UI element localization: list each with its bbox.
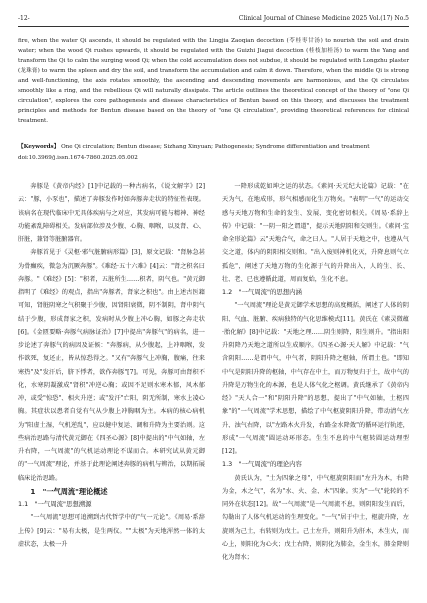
paragraph: "一气周流"思想可追溯到古代哲学中的"气一元论"。《周易·系辞上传》[9]云："易有太极，是生两仪。""太极"为天地浑然一体的太虚状态，太极一升 (18, 514, 205, 548)
page-number: -12- (18, 15, 30, 22)
section-heading: 1 "一气周流"理论概述 (30, 486, 108, 496)
paragraph: 奔豚首见于《灵枢·邪气脏腑病形篇》[3]，原文记载："肾脉急甚为骨癫疾，微急为沉厥奔豚"。《难经·五十六难》[4]云："肾之积名曰奔豚。"《难经》[5]："积者，五脏所生……积者，阴气也。"黄元御指明了《难经》的观点，指出"奔豚者，肾家之积也"。由上述古医籍可知，肾脏阴寒之气积聚于少腹，因肾阳衰微，阴不制阴，肾中阴气结于少腹，形成肾家之积，发病时从少腹上冲心胸，如豚之奔走状[6]。《金匮要略·奔豚气病脉证治》[7]中提出"奔豚气"的病名，进一步论述了奔豚气的病因及证候："奔豚病，从少腹起，上冲咽喉，发作欲死，复还止，皆从惊恐得之。"又有"奔豚气上冲胸，腹痛，往来寒热"及"发汗后，脐下悸者，欲作奔豚"[7]。可见，奔豚可由肾积不化，水寒阴凝激成"肾积"冲逆心胸；或因不足则水寒木郁，风木郁冲，或受"惊恐"、相火升逆；或"发汗"亡阳，阴无所制，寒水上凌心胸。其症状以患者自觉有气从少腹上冲胸咽为主。本病的核心病机为"阳虚土湿，气机逆乱"，应以健中复运、调和升降为主要治则。这些病治思路与清代黄元御在《四圣心源》[8]中提出的"中气如轴，左升右降，一气周流"的气机运动理论不谋而合。本研究试从黄元御的"一气周流"理论，并基于此理论阐述奔豚的病机与辨治，以期拓展临床论治思路。 (18, 249, 205, 482)
page-header (18, 14, 409, 27)
paragraph: "一气周流"理论是黄元御学术思想的高度概括，阐述了人体的阴阳、气血、脏腑、疾病独特的气化思维模式[11]。黄氏在《素灵微蕴·胎化解》[8]中记载："天地之理……阴生则降，阳生则升。"指出阳升阴降乃天地之道所以生成顺序。《四圣心源·天人解》中记载："气含阴阳……是谓中气，中气者，阴阳升降之枢轴，所谓土也。"即知中气是阴阳升降的枢轴，中气存在中土，而万物复归于土，故中气的升降是万物生化的本源，也是人体气化之枢调。黄氏继承了《黄帝内经》"天人合一"和"阴阳升降"的思想，提出了"中气如轴，土枢四象"的"一气周流"学术思想，描绘了中气枢旋阴阳升降，带动清气左升、浊气右降，以"左路木火升发，右路金水降敛"的循环运行轨迹，形成"一气周流"圆运动环形态。生生不息的中气枢转圆运动理型[12]。 (222, 302, 409, 455)
subsection-heading: 1.2 "一气周流"的思想内涵 (222, 288, 302, 296)
paragraph: 一降形成乾如坤之运的状态。《素问·天元纪大论篇》记载："在天为气，在地成形，形气相感而化生万物矣。"表明"一气"的运动交感与天地万物和生命的发生、发展、变化密切相关。《周易·系辞上传》中记载："一阴一阳之谓道"，提示天地阴阳和交则生。《素问·宝命全形论篇》云"天地合气，命之曰人。"人居于天地之中，也遵从气交之道，体内的阴阳相交则和。"出入废则神机化灭，升降息则气立孤危"，阐述了天地万物的生化源于气的升降出入，人的生、长、壮、老、已也遵循此道，周而复始，生化不息。 (222, 183, 409, 283)
body-column-right (222, 180, 409, 564)
keywords-text: One Qi circulation; Bentun disease; Sizhang Xinyuan; Pathogenesis; Syndrome differentiation and treatment (61, 144, 370, 150)
subsection-heading: 1.3 "一气周流"的理论内容 (222, 460, 302, 469)
journal-running-title: Clinical Journal of Chinese Medicine 2025 Vol.(17) No.5 (238, 15, 409, 22)
keywords-label: 【Keywords】 (18, 144, 60, 150)
body-column-left (18, 180, 205, 551)
keywords-line (18, 142, 409, 152)
english-abstract: fire, when the water Qi ascends, it should be regulated with the Lingjia Zaoqian decoction (苓桂枣甘汤) to nourish the soil and drain water; when the wood Qi rushes upwards, it should be regulated with the Guizhi Jiagui decoction (桂枝加桂汤) to warm the Yang and transform the Qi to calm the surging wood Qi; when the cold accumulation does not subdue, it should be regulated with Longzhu plaster (龙珠膏) to warm the spleen and dry the soil, and transform the accumulation and calm it down. Therefore, when the middle Qi is strong and well-functioning, the axis rotates smoothly, the ascending and descending movements are harmonious, and the Qi circulates smoothly like a ring, and the rebellious Qi will naturally dissipate. The article outlines the theoretical concept of the theory of "one Qi circulation", explores the core pathogenesis and disease characteristics of Bentun based on this theory, and discusses the treatment principles and methods for Bentun disease based on the theory of "one Qi circulation", providing theoretical references for clinical treatment. (18, 38, 409, 125)
paragraph: 奔豚是《黄帝内经》[1]中记载的一种古病名，《说文解字》[2]云："豚，小豕也"，描述了奔豚发作时如奔豚奔走状的特征性表现。该病名在现代临床中无具体疾病与之对应，其发病可能与精神、神经功能紊乱障碍相关。发病部位涉及少腹、心胸、咽喉，以及肾、心、肝脏，兼肾等脏腑器官。 (18, 183, 205, 243)
paragraph: 黄氏认为，"土为四象之母"，中气枢旋阴阳而"左升为木，右降为金，木之气"，名为"水、火、金、木"四象。实为"一气"轮转的不同外在状态[12]。故"一气周流"是一气周流不息，则阴阳发生而后，勾勒出了人体气机运动的生理变化。"一气"居于中土，枢旋升降，左旋则为己土，右转则为戊土。己土左升，则阳升为肝木，木生火，而心上，则阳化为心火；戊土右降，则阴化为肺金，金生水，肺金降则化为肾水； (222, 474, 409, 561)
subsection-heading: 1.1 "一气周流"思想溯源 (18, 500, 92, 508)
doi-line: doi:10.3969/j.issn.1674-7860.2025.05.002 (18, 155, 138, 161)
